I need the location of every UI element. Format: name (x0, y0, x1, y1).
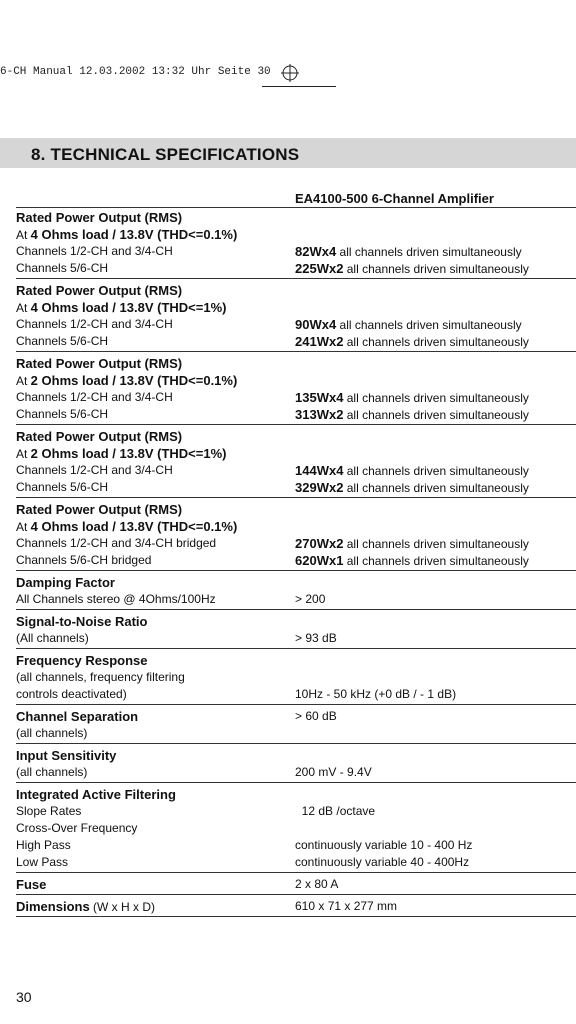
spec-label (16, 854, 295, 871)
spec-value (295, 552, 576, 569)
text: Slope Rates (16, 804, 82, 818)
spec-section (16, 428, 576, 498)
spec-label (16, 552, 295, 569)
spec-row (16, 518, 576, 535)
spec-row (16, 333, 576, 350)
text: High Pass (16, 838, 71, 852)
spec-label (16, 725, 295, 742)
spec-row (16, 389, 576, 406)
bold-text: Channel Separation (16, 709, 139, 724)
bold-text: Dimensions (16, 899, 90, 914)
spec-label (16, 786, 295, 803)
spec-label (16, 209, 295, 226)
product-title: EA4100-500 6-Channel Amplifier (295, 191, 494, 206)
text: Channels 1/2-CH and 3/4-CH bridged (16, 536, 217, 550)
text: continuously variable 40 - 400Hz (295, 855, 470, 869)
spec-section (16, 209, 576, 279)
text: Channels 1/2-CH and 3/4-CH (16, 390, 173, 404)
bold-text: 313Wx2 (295, 407, 344, 422)
spec-row (16, 406, 576, 423)
bold-text: Signal-to-Noise Ratio (16, 614, 148, 629)
text: all channels driven simultaneously (336, 318, 522, 332)
spec-section (16, 786, 576, 873)
spec-row (16, 686, 576, 703)
spec-row (16, 591, 576, 608)
spec-value (295, 479, 576, 496)
spec-value (295, 355, 576, 372)
spec-value (295, 591, 576, 608)
spec-section (16, 613, 576, 649)
bold-text: 135Wx4 (295, 390, 344, 405)
text: all channels driven simultaneously (343, 391, 529, 405)
spec-row (16, 786, 576, 803)
spec-row (16, 854, 576, 871)
spec-label (16, 898, 295, 915)
text: (All channels) (16, 631, 89, 645)
spec-label (16, 299, 295, 316)
spec-label (16, 462, 295, 479)
bold-text: 270Wx2 (295, 536, 344, 551)
spec-label (16, 282, 295, 299)
spec-row (16, 652, 576, 669)
spec-row (16, 613, 576, 630)
spec-row (16, 574, 576, 591)
spec-value (295, 837, 576, 854)
spec-row (16, 209, 576, 226)
spec-label (16, 518, 295, 535)
text: 610 x 71 x 277 mm (295, 899, 398, 913)
bold-text: 4 Ohms load / 13.8V (THD<=0.1%) (30, 519, 238, 534)
spec-row (16, 764, 576, 781)
text: At (16, 447, 31, 461)
spec-label (16, 355, 295, 372)
text: Channels 5/6-CH bridged (16, 553, 152, 567)
spec-value (295, 243, 576, 260)
spec-label (16, 669, 295, 686)
text: All Channels stereo @ 4Ohms/100Hz (16, 592, 216, 606)
text: controls deactivated) (16, 687, 127, 701)
spec-value (295, 445, 576, 462)
spec-label (16, 226, 295, 243)
spec-value (295, 725, 576, 742)
text: Cross-Over Frequency (16, 821, 138, 835)
spec-value (295, 786, 576, 803)
bold-text: Damping Factor (16, 575, 115, 590)
spec-label (16, 316, 295, 333)
bold-text: Fuse (16, 877, 47, 892)
spec-row (16, 552, 576, 569)
text: continuously variable 10 - 400 Hz (295, 838, 473, 852)
text: > 60 dB (295, 709, 337, 723)
bold-text: Rated Power Output (RMS) (16, 356, 183, 371)
text: all channels driven simultaneously (343, 481, 529, 495)
text: (all channels, frequency filtering (16, 670, 185, 684)
text: At (16, 301, 31, 315)
spec-row (16, 747, 576, 764)
bold-text: 241Wx2 (295, 334, 344, 349)
spec-value (295, 764, 576, 781)
spec-value (295, 501, 576, 518)
spec-row (16, 630, 576, 647)
spec-value (295, 803, 576, 820)
spec-row (16, 725, 576, 742)
spec-row (16, 535, 576, 552)
text: Channels 1/2-CH and 3/4-CH (16, 317, 173, 331)
spec-value (295, 535, 576, 552)
spec-row (16, 372, 576, 389)
spec-value (295, 747, 576, 764)
spec-section (16, 501, 576, 571)
spec-label (16, 574, 295, 591)
spec-row (16, 669, 576, 686)
spec-section (16, 574, 576, 610)
spec-row (16, 428, 576, 445)
bold-text: 144Wx4 (295, 463, 344, 478)
bold-text: 2 Ohms load / 13.8V (THD<=1%) (30, 446, 227, 461)
bold-text: Frequency Response (16, 653, 148, 668)
spec-row (16, 898, 576, 915)
spec-value (295, 282, 576, 299)
registration-mark-icon (281, 64, 299, 82)
spec-value (295, 372, 576, 389)
text: all channels driven simultaneously (336, 245, 522, 259)
text: 200 mV - 9.4V (295, 765, 372, 779)
table-top-rule (16, 207, 576, 208)
text: 10Hz - 50 kHz (+0 dB / - 1 dB) (295, 687, 457, 701)
spec-label (16, 372, 295, 389)
text: (all channels) (16, 765, 88, 779)
spec-table (16, 209, 576, 920)
spec-row (16, 501, 576, 518)
bold-text: 4 Ohms load / 13.8V (THD<=0.1%) (30, 227, 238, 242)
spec-value (295, 428, 576, 445)
spec-label (16, 406, 295, 423)
text: 2 x 80 A (295, 877, 339, 891)
spec-value (295, 574, 576, 591)
spec-value (295, 613, 576, 630)
spec-value (295, 652, 576, 669)
spec-value (295, 630, 576, 647)
spec-label (16, 445, 295, 462)
spec-section (16, 652, 576, 705)
spec-row (16, 445, 576, 462)
text: > 93 dB (295, 631, 337, 645)
bold-text: Rated Power Output (RMS) (16, 283, 183, 298)
spec-value (295, 518, 576, 535)
spec-label (16, 803, 295, 820)
spec-section (16, 708, 576, 744)
section-banner (0, 138, 576, 168)
text: all channels driven simultaneously (343, 262, 529, 276)
spec-section (16, 747, 576, 783)
text: Channels 5/6-CH (16, 407, 109, 421)
spec-value (295, 854, 576, 871)
page-number: 30 (16, 989, 32, 1005)
spec-label (16, 591, 295, 608)
spec-label (16, 333, 295, 350)
spec-row (16, 226, 576, 243)
text: (all channels) (16, 726, 88, 740)
text: all channels driven simultaneously (343, 464, 529, 478)
bold-text: 225Wx2 (295, 261, 344, 276)
text: all channels driven simultaneously (343, 554, 529, 568)
spec-section (16, 355, 576, 425)
print-header: 6-CH Manual 12.03.2002 13:32 Uhr Seite 30 (0, 66, 271, 78)
bold-text: 329Wx2 (295, 480, 344, 495)
bold-text: Rated Power Output (RMS) (16, 210, 183, 225)
text: At (16, 228, 31, 242)
spec-label (16, 747, 295, 764)
spec-row (16, 803, 576, 820)
spec-section (16, 282, 576, 352)
text: all channels driven simultaneously (343, 335, 529, 349)
text: all channels driven simultaneously (343, 408, 529, 422)
text: Channels 5/6-CH (16, 261, 109, 275)
spec-value (295, 669, 576, 686)
spec-row (16, 299, 576, 316)
spec-row (16, 876, 576, 893)
text: all channels driven simultaneously (343, 537, 529, 551)
spec-row (16, 479, 576, 496)
bold-text: Rated Power Output (RMS) (16, 429, 183, 444)
text: > 200 (295, 592, 326, 606)
spec-section (16, 898, 576, 917)
spec-label (16, 479, 295, 496)
spec-row (16, 708, 576, 725)
spec-label (16, 535, 295, 552)
spec-label (16, 764, 295, 781)
spec-label (16, 389, 295, 406)
print-header-rule (262, 86, 336, 87)
spec-label (16, 876, 295, 893)
spec-value (295, 708, 576, 725)
spec-value (295, 406, 576, 423)
spec-section (16, 876, 576, 895)
spec-row (16, 820, 576, 837)
text: Channels 1/2-CH and 3/4-CH (16, 463, 173, 477)
spec-value (295, 316, 576, 333)
bold-text: 2 Ohms load / 13.8V (THD<=0.1%) (30, 373, 238, 388)
text: At (16, 374, 31, 388)
spec-label (16, 260, 295, 277)
spec-label (16, 428, 295, 445)
spec-label (16, 708, 295, 725)
spec-value (295, 686, 576, 703)
spec-label (16, 837, 295, 854)
bold-text: 90Wx4 (295, 317, 337, 332)
text: Low Pass (16, 855, 69, 869)
spec-label (16, 820, 295, 837)
spec-row (16, 282, 576, 299)
spec-label (16, 501, 295, 518)
bold-text: 620Wx1 (295, 553, 344, 568)
text: Channels 1/2-CH and 3/4-CH (16, 244, 173, 258)
text: Channels 5/6-CH (16, 334, 109, 348)
bold-text: 4 Ohms load / 13.8V (THD<=1%) (30, 300, 227, 315)
spec-value (295, 260, 576, 277)
bold-text: Rated Power Output (RMS) (16, 502, 183, 517)
spec-row (16, 243, 576, 260)
text: 12 dB /octave (295, 804, 376, 818)
spec-label (16, 630, 295, 647)
spec-row (16, 316, 576, 333)
spec-label (16, 613, 295, 630)
spec-row (16, 355, 576, 372)
spec-row (16, 837, 576, 854)
spec-value (295, 333, 576, 350)
text: Channels 5/6-CH (16, 480, 109, 494)
spec-label (16, 652, 295, 669)
text: (W x H x D) (89, 900, 156, 914)
spec-label (16, 686, 295, 703)
bold-text: Integrated Active Filtering (16, 787, 176, 802)
spec-row (16, 260, 576, 277)
section-title: 8. TECHNICAL SPECIFICATIONS (31, 145, 300, 164)
bold-text: 82Wx4 (295, 244, 337, 259)
spec-value (295, 820, 576, 837)
text: At (16, 520, 31, 534)
spec-label (16, 243, 295, 260)
spec-value (295, 462, 576, 479)
spec-value (295, 299, 576, 316)
spec-value (295, 876, 576, 893)
spec-row (16, 462, 576, 479)
spec-value (295, 226, 576, 243)
spec-value (295, 898, 576, 915)
spec-value (295, 389, 576, 406)
spec-value (295, 209, 576, 226)
bold-text: Input Sensitivity (16, 748, 117, 763)
